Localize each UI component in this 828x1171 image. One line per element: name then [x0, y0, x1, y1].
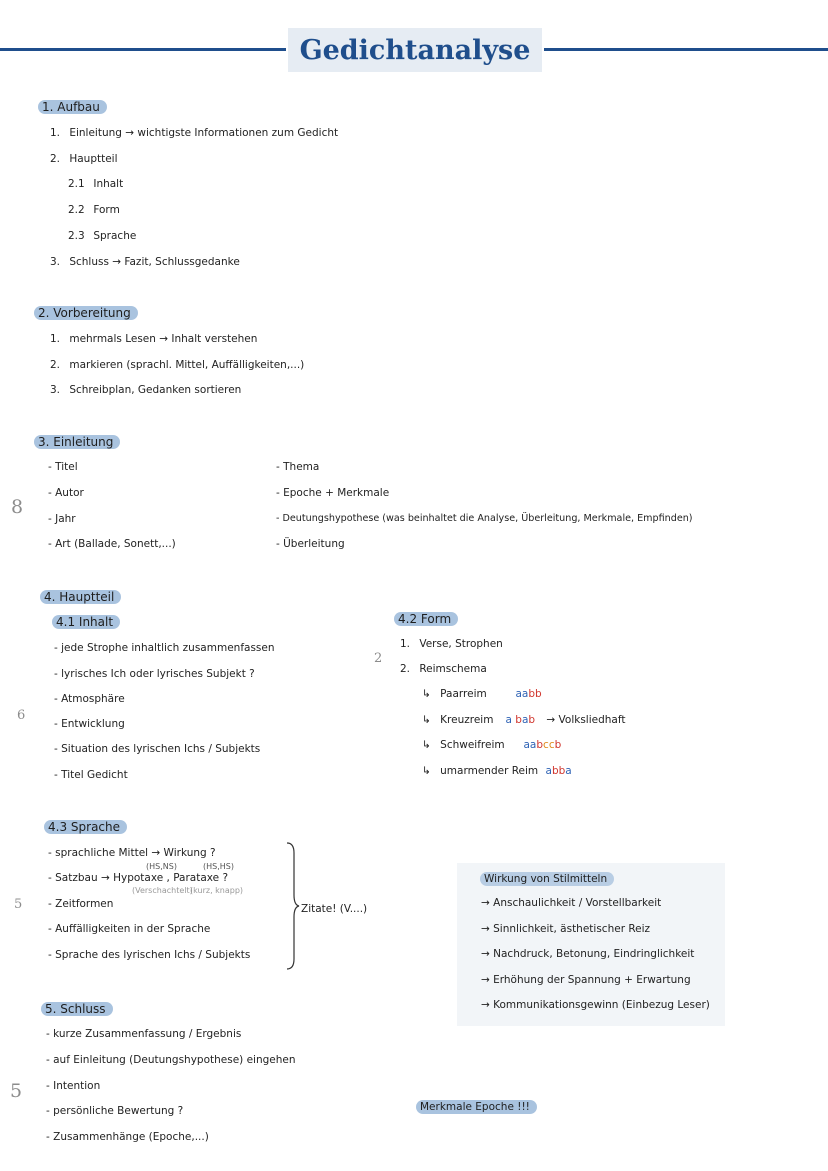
- list-item: 1. Verse, Strophen: [400, 638, 503, 650]
- margin-points: 5: [10, 1080, 23, 1102]
- section-heading-vorbereitung: 2. Vorbereitung: [34, 306, 138, 320]
- rhyme-row: ↳ Paarreim aabb: [422, 688, 542, 700]
- list-item: - lyrisches Ich oder lyrisches Subjekt ?: [54, 668, 255, 680]
- title-box: [288, 28, 542, 72]
- list-item: - Thema: [276, 461, 320, 473]
- parataxe-annotation: (HS,HS): [203, 862, 234, 871]
- section-heading-hauptteil: 4. Hauptteil: [40, 590, 121, 604]
- list-item: - Intention: [46, 1080, 101, 1092]
- subsection-heading-sprache: 4.3 Sprache: [44, 820, 127, 834]
- title-rule-right: [544, 48, 828, 51]
- list-item: - Entwicklung: [54, 718, 125, 730]
- list-item: - Situation des lyrischen Ichs / Subjekts: [54, 743, 261, 755]
- list-item: - Überleitung: [276, 538, 345, 550]
- list-item: - Art (Ballade, Sonett,...): [48, 538, 176, 550]
- list-item: - auf Einleitung (Deutungshypothese) eingehen: [46, 1054, 296, 1066]
- list-item: 2.2 Form: [68, 204, 120, 216]
- list-item: - kurze Zusammenfassung / Ergebnis: [46, 1028, 242, 1040]
- list-item: - Epoche + Merkmale: [276, 487, 390, 499]
- list-item: 3. Schreibplan, Gedanken sortieren: [50, 384, 242, 396]
- margin-points: 8: [11, 496, 24, 518]
- list-item: 2. Hauptteil: [50, 153, 118, 165]
- list-item: 2. markieren (sprachl. Mittel, Auffälligkeiten,...): [50, 359, 305, 371]
- hypotaxe-note: (Verschachtelt): [132, 886, 193, 895]
- list-item: → Anschaulichkeit / Vorstellbarkeit: [481, 897, 662, 909]
- curly-brace: [286, 841, 300, 971]
- page-title: Gedichtanalyse: [299, 34, 531, 66]
- section-heading-einleitung: 3. Einleitung: [34, 435, 120, 449]
- arrow-icon: ↳: [422, 739, 431, 751]
- subsection-heading-form: 4.2 Form: [394, 612, 458, 626]
- section-heading-aufbau: 1. Aufbau: [38, 100, 107, 114]
- subsection-heading-inhalt: 4.1 Inhalt: [52, 615, 120, 629]
- list-item: - Zeitformen: [48, 898, 114, 910]
- list-item: 1. Einleitung → wichtigste Informationen zum Gedicht: [50, 127, 339, 139]
- list-item: 1. mehrmals Lesen → Inhalt verstehen: [50, 333, 258, 345]
- list-item: - sprachliche Mittel → Wirkung ?: [48, 847, 216, 859]
- list-item: - Atmosphäre: [54, 693, 125, 705]
- list-item: 2. Reimschema: [400, 663, 487, 675]
- section-heading-schluss: 5. Schluss: [41, 1002, 113, 1016]
- list-item: 2.3 Sprache: [68, 230, 137, 242]
- list-item: - Autor: [48, 487, 84, 499]
- list-item: → Sinnlichkeit, ästhetischer Reiz: [481, 923, 651, 935]
- list-item: - persönliche Bewertung ?: [46, 1105, 184, 1117]
- list-item: → Erhöhung der Spannung + Erwartung: [481, 974, 691, 986]
- list-item: - Jahr: [48, 513, 76, 525]
- list-item: - Titel Gedicht: [54, 769, 128, 781]
- list-item: → Nachdruck, Betonung, Eindringlichkeit: [481, 948, 695, 960]
- list-item: - jede Strophe inhaltlich zusammenfassen: [54, 642, 275, 654]
- margin-points: 5: [14, 897, 23, 912]
- margin-points: 6: [17, 708, 26, 723]
- list-item: 3. Schluss → Fazit, Schlussgedanke: [50, 256, 240, 268]
- list-item: 2.1 Inhalt: [68, 178, 124, 190]
- list-item: - Deutungshypothese (was beinhaltet die Analyse, Überleitung, Merkmale, Empfinden): [276, 513, 693, 524]
- list-item: - Auffälligkeiten in der Sprache: [48, 923, 211, 935]
- list-item: - Zusammenhänge (Epoche,...): [46, 1131, 209, 1143]
- wirkung-heading: Wirkung von Stilmitteln: [480, 872, 614, 886]
- list-item: - Satzbau → Hypotaxe , Parataxe ?: [48, 872, 229, 884]
- zitate-note: Zitate! (V....): [301, 903, 368, 915]
- margin-points: 2: [374, 651, 383, 666]
- title-rule-left: [0, 48, 286, 51]
- list-item: → Kommunikationsgewinn (Einbezug Leser): [481, 999, 710, 1011]
- arrow-icon: ↳: [422, 714, 431, 726]
- list-item: - Titel: [48, 461, 78, 473]
- hypotaxe-annotation: (HS,NS): [146, 862, 177, 871]
- rhyme-row: ↳ Kreuzreim a bab → Volksliedhaft: [422, 714, 626, 726]
- merkmale-epoche-note: Merkmale Epoche !!!: [416, 1100, 537, 1114]
- rhyme-row: ↳ umarmender Reim abba: [422, 765, 572, 777]
- parataxe-note: (kurz, knapp): [190, 886, 244, 895]
- rhyme-row: ↳ Schweifreim aabccb: [422, 739, 562, 751]
- arrow-icon: ↳: [422, 765, 431, 777]
- arrow-icon: ↳: [422, 688, 431, 700]
- list-item: - Sprache des lyrischen Ichs / Subjekts: [48, 949, 251, 961]
